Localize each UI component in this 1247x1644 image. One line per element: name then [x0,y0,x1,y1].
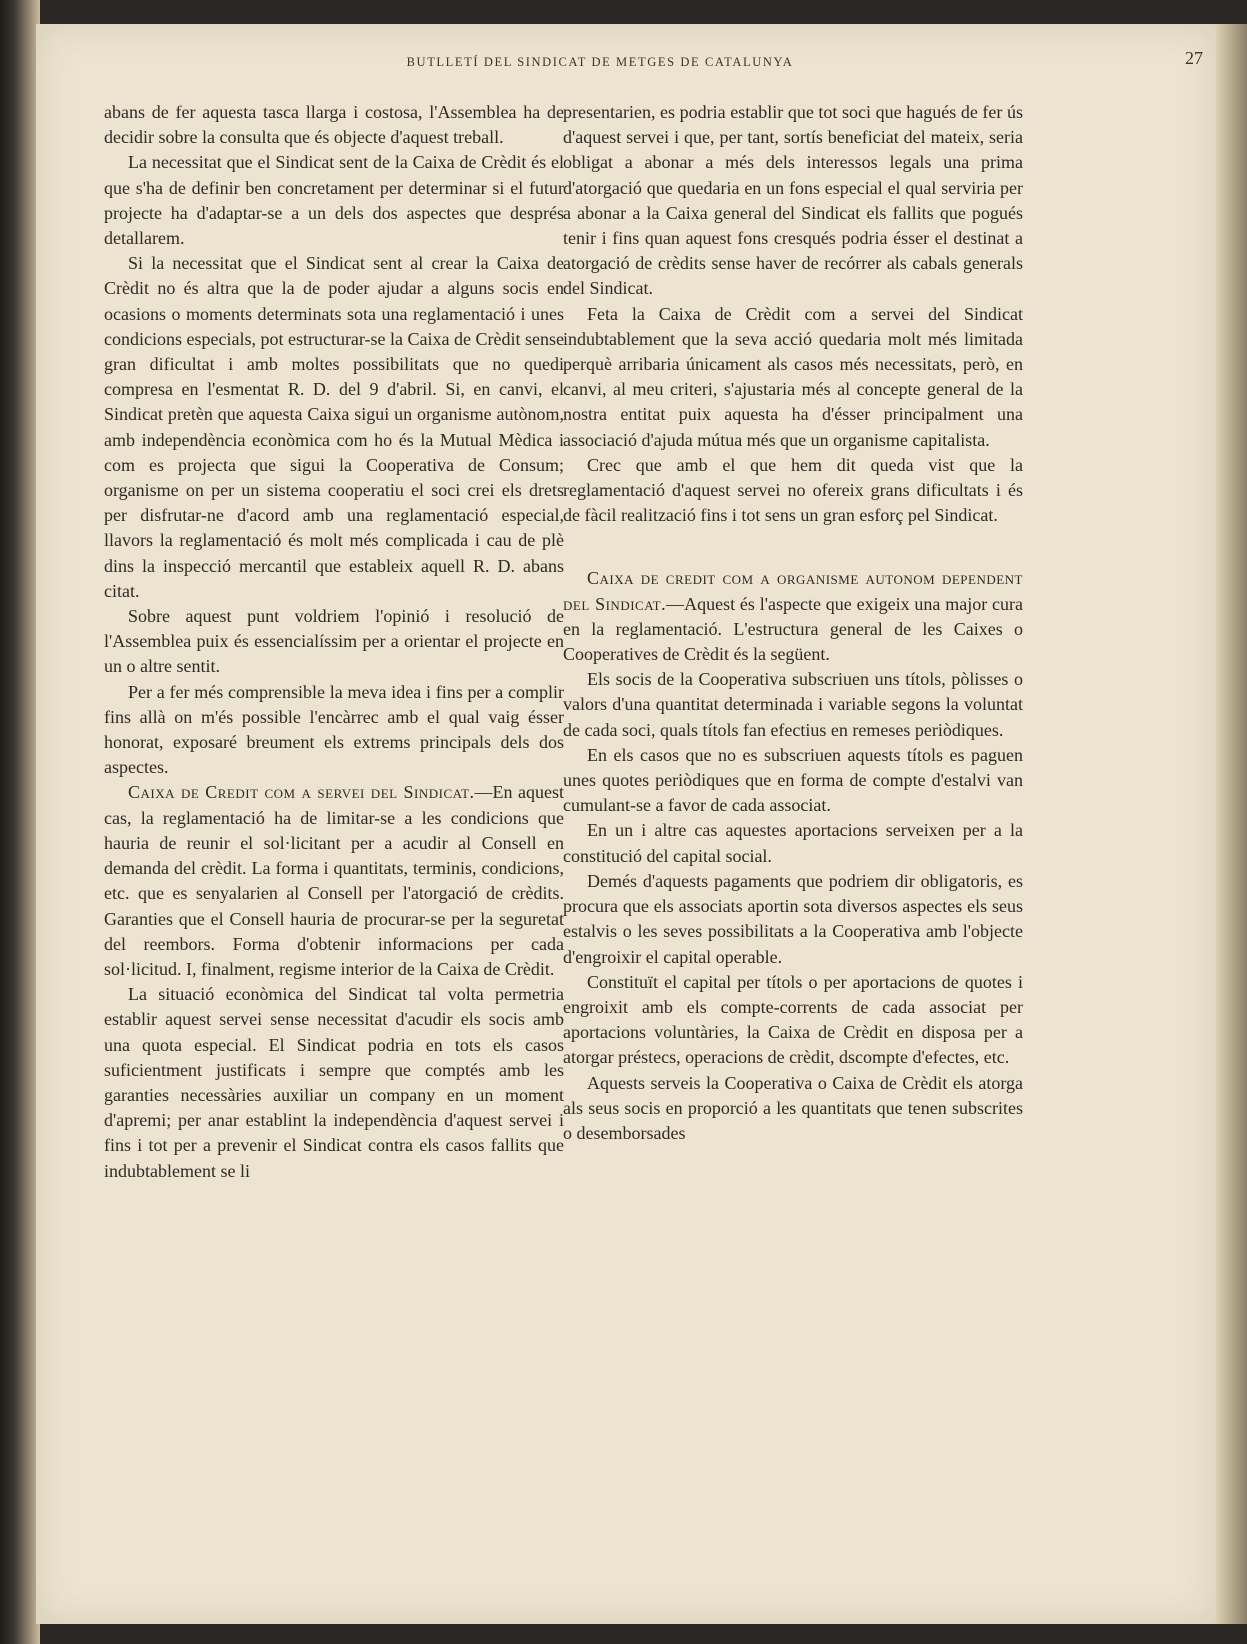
page-right-edge [1216,24,1247,1624]
section-heading: Caixa de credit com a organisme autonom dependent del Sindicat. [563,568,1023,614]
section-paragraph [104,780,564,982]
paragraph: Crec que amb el que hem dit queda vist que la reglamentació d'aquest servei no ofereix grans dificultats i és de fàcil realització fins i tot sens un gran esforç pel Sindicat. [563,454,1023,526]
paragraph: Demés d'aquests pagaments que podriem dir obligatoris, es procura que els associats aportin sota diversos aspectes els seus estalvis o les seves possibilitats a la Cooperativa amb l'objecte d'engroixir el capital operable. [563,870,1023,967]
paragraph: Si la necessitat que el Sindicat sent al crear la Caixa de Crèdit no és altra que la de poder ajudar a alguns socis en ocasions o moments determinats sota una reglamentació i unes condicions especials, pot estructurar-se la Caixa de Crèdit sense gran dificultat i amb moltes possibilitats que no quedi compresa en l'esmentat R. D. del 9 d'abril. Si, en canvi, el Sindicat pretèn que aquesta Caixa sigui un organisme autònom, amb independència econòmica com ho és la Mutual Mèdica i com es projecta que sigui la Cooperativa de Consum; organisme on per un sistema cooperatiu el soci crei els drets per disfrutar-ne d'acord amb una reglamentació especial, llavors la reglamentació és molt més complicada i cau de plè dins la inspecció mercantil que estableix aquell R. D. abans citat. [104,253,564,601]
paragraph: Sobre aquest punt voldriem l'opinió i resolució de l'Assemblea puix és essencialíssim per a orientar el projecte en un o altre sentit. [104,606,564,677]
left-text-column [104,100,564,1184]
section-heading: Caixa de Credit com a servei del Sindicat. [128,782,475,803]
paragraph: La necessitat que el Sindicat sent de la Caixa de Crèdit és el que s'ha de definir ben concretament per determinar si el futur projecte ha d'adaptar-se a un dels dos aspectes que després detallarem. [104,152,564,249]
paragraph: Els socis de la Cooperativa subscriuen uns títols, pòlisses o valors d'una quantitat determinada i variable segons la voluntat de cada soci, quals títols fan efectius en remeses periòdiques. [563,669,1023,740]
paragraph: Constituït el capital per títols o per aportacions de quotes i engroixit amb els compte-corrents de cada associat per aportacions voluntàries, la Caixa de Crèdit en disposa per a atorgar préstecs, operacions de crèdit, dscompte d'efectes, etc. [563,971,1023,1068]
book-binding-edge [0,0,40,1644]
paragraph: Feta la Caixa de Crèdit com a servei del Sindicat indubtablement que la seva acció quedaria molt més limitada perquè arribaria únicament als casos més necessitats, però, en canvi, al meu criteri, s'ajustaria més al concepte general de la nostra entitat puix aquesta ha d'ésser principalment una associació d'ajuda mútua més que un organisme capitalista. [563,303,1023,450]
running-header: BUTLLETÍ DEL SINDICAT DE METGES DE CATALUNYA [406,55,794,69]
paragraph: abans de fer aquesta tasca llarga i costosa, l'Assemblea ha de decidir sobre la consulta que és objecte d'aquest treball. [104,102,564,148]
paragraph: presentarien, es podria establir que tot soci que hagués de fer ús d'aquest servei i que, per tant, sortís beneficiat del mateix, seria obligat a abonar a més dels interessos legals una prima d'atorgació que quedaria en un fons especial el qual serviria per a abonar a la Caixa general del Sindicat els fallits que pogués tenir i fins quan aquest fons cresqués podria ésser el destinat a atorgació de crèdits sense haver de recórrer als cabals generals del Sindicat. [563,102,1023,299]
section-text: —En aquest cas, la reglamentació ha de limitar-se a les condicions que hauria de reunir el sol·licitant per a acudir al Consell en demanda del crèdit. La forma i quantitats, terminis, condicions, etc. que es senyalarien al Consell per l'atorgació de crèdits. Garanties que el Consell hauria de procurar-se per la seguretat del reembors. Forma d'obtenir informacions per cada sol·licitud. I, finalment, regisme interior de la Caixa de Crèdit. [104,782,564,979]
right-text-column [563,100,1023,1146]
paragraph: La situació econòmica del Sindicat tal volta permetria establir aquest servei sense necessitat d'acudir els socis amb una quota especial. El Sindicat podria en tots els casos suficientment justificats i sempre que comptés amb les garanties necessàries auxiliar un company en un moment d'apremi; per anar establint la independència d'aquest servei i fins i tot per a prevenir el Sindicat contra els casos fallits que indubtablement se li [104,984,564,1181]
paragraph: Per a fer més comprensible la meva idea i fins per a complir fins allà on m'és possible l'encàrrec amb el qual vaig ésser honorat, exposaré breument els extrems principals dels dos aspectes. [104,681,564,778]
paragraph: En els casos que no es subscriuen aquests títols es paguen unes quotes periòdiques que en forma de compte d'estalvi van cumulant-se a favor de cada associat. [563,744,1023,816]
section-text: —Aquest és l'aspecte que exigeix una major cura en la reglamentació. L'estructura general de les Caixes o Cooperatives de Crèdit és la següent. [563,593,1023,665]
page-number: 27 [1185,48,1203,68]
paragraph: En un i altre cas aquestes aportacions serveixen per a la constitució del capital social. [563,820,1023,866]
section-paragraph [563,566,1023,667]
paragraph: Aquests serveis la Cooperativa o Caixa de Crèdit els atorga als seus socis en proporció a les quantitats que tenen subscrites o desemborsades [563,1072,1023,1143]
